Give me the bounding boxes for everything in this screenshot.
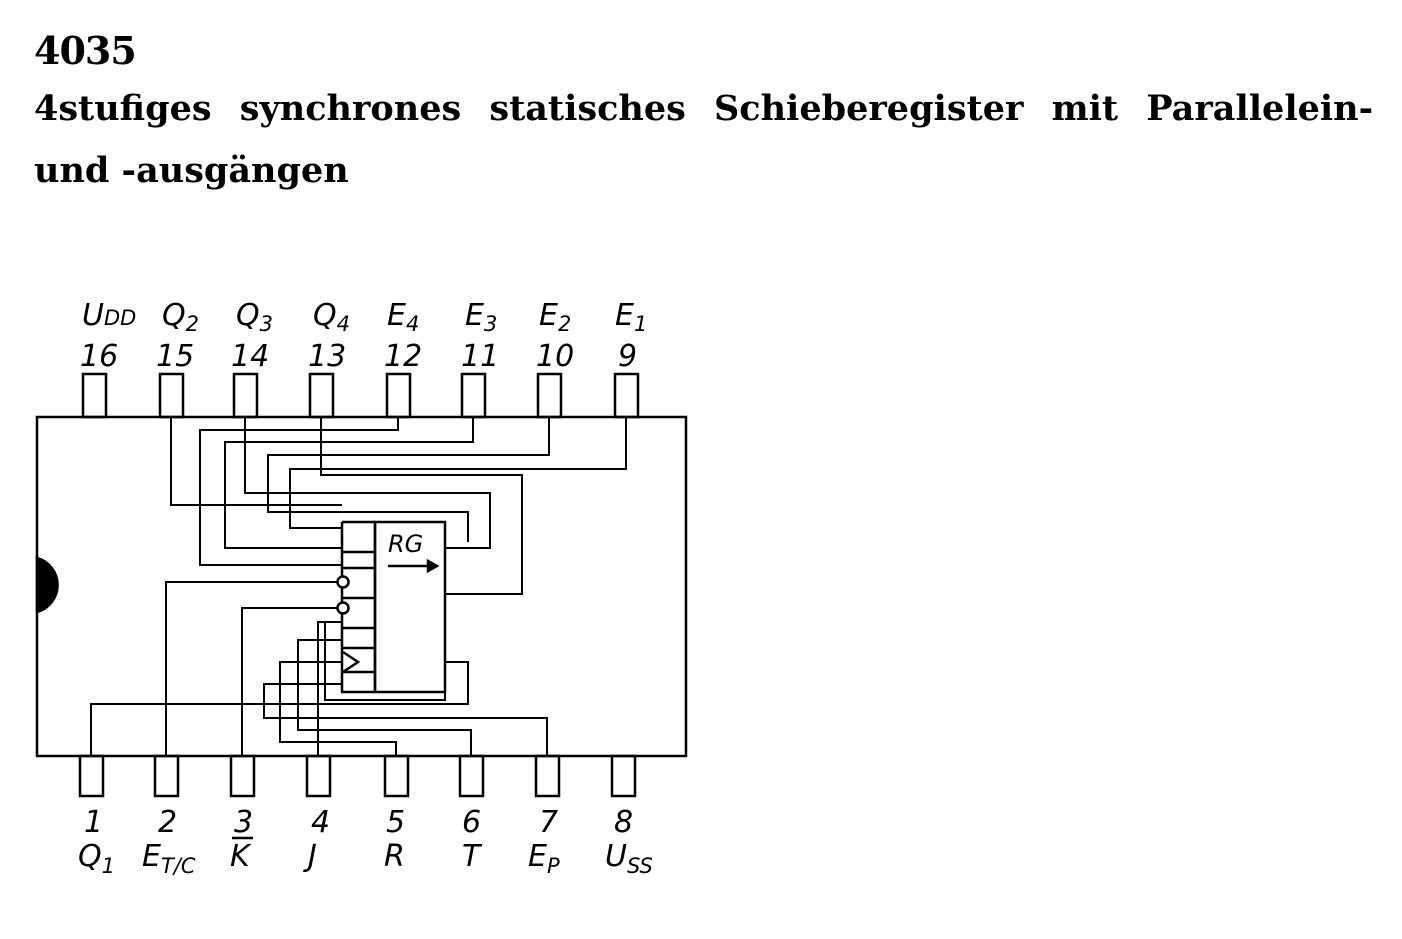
pin-signal: K (230, 839, 250, 874)
pin-signal: $E_1$ (615, 298, 648, 336)
pin-signal: T (462, 839, 481, 874)
pin-signal: UDD (82, 298, 137, 333)
title-line-1: 4stufiges synchrones statisches Schieberegister mit Parallelein- (34, 88, 1374, 129)
top-pin-stubs (83, 374, 638, 417)
pin-signal: $Q_2$ (162, 298, 199, 336)
inverter-bubble-icon (338, 603, 349, 614)
pin-number: 14 (231, 339, 270, 374)
top-pin-signals (82, 298, 647, 336)
pin-signal: $U_{SS}$ (605, 839, 653, 878)
pin-signal: $Q_3$ (236, 298, 273, 336)
pin-signal: R (384, 839, 405, 874)
pin-signal: $E_3$ (465, 298, 498, 336)
pin-number: 1 (84, 805, 104, 840)
pin-number: 8 (614, 805, 634, 840)
bottom-pin-stubs (80, 756, 635, 796)
pin-signal: $Q_1$ (78, 839, 115, 878)
pin-number: 13 (308, 339, 347, 374)
pin-number: 9 (618, 339, 638, 374)
chip-number: 4035 (34, 28, 136, 73)
pin-signal: $E_P$ (528, 839, 560, 878)
top-pin-numbers (80, 339, 637, 374)
pin-number: 6 (462, 805, 482, 840)
clock-triangle-icon (343, 652, 358, 672)
pin-signal: $Q_4$ (313, 298, 350, 336)
pin-number: 4 (311, 805, 331, 840)
pin-signal: $E_2$ (539, 298, 572, 336)
register-label: RG (388, 530, 424, 558)
shift-arrow-head (428, 561, 437, 571)
title-line-2: und -ausgängen (34, 150, 349, 191)
bottom-pin-numbers (84, 805, 633, 840)
pin-number: 3 (234, 805, 254, 840)
internal-wiring (91, 417, 626, 756)
pin-signal: $E_{T/C}$ (142, 839, 196, 878)
ic-package (37, 417, 686, 756)
pin-number: 16 (80, 339, 119, 374)
pin-number: 12 (384, 339, 423, 374)
inverter-bubble-icon (338, 577, 349, 588)
pin-number: 10 (536, 339, 575, 374)
bottom-pin-signals (78, 838, 653, 878)
orientation-notch (37, 558, 58, 612)
pin-number: 15 (156, 339, 195, 374)
pin-number: 5 (386, 805, 406, 840)
pin-number: 2 (158, 805, 178, 840)
pin-signal: J (308, 839, 317, 874)
pin-signal: $E_4$ (387, 298, 420, 336)
pin-number: 11 (461, 339, 500, 374)
pin-number: 7 (539, 805, 559, 840)
